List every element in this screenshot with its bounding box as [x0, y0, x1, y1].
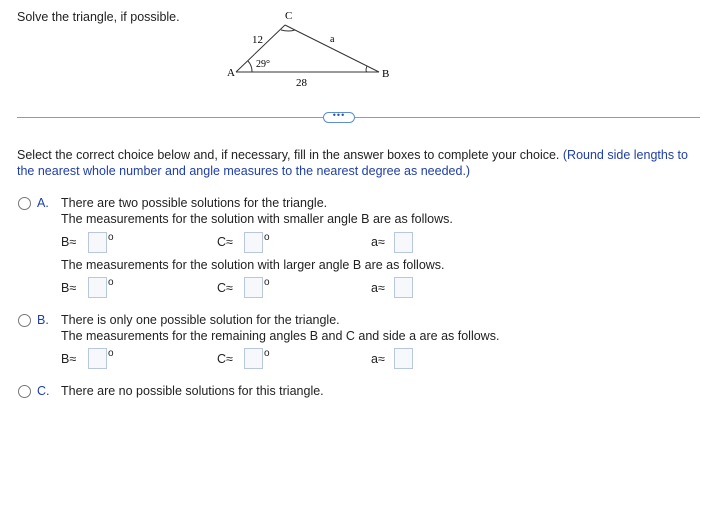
degree-symbol: o — [264, 348, 270, 359]
option-a2-angle-c-input[interactable] — [244, 277, 263, 298]
angle-c-arc — [281, 30, 295, 31]
option-a2-a-label: a≈ — [371, 281, 385, 295]
option-a-letter: A. — [37, 196, 49, 210]
degree-symbol: o — [108, 348, 114, 359]
vertex-b-label: B — [382, 68, 390, 80]
option-b-side-a-input[interactable] — [394, 348, 413, 369]
option-a-text: There are two possible solutions for the triangle. — [61, 196, 328, 210]
instructions-main: Select the correct choice below and, if necessary, fill in the answer boxes to complete your choice. — [17, 148, 560, 162]
option-b-a-label: a≈ — [371, 352, 385, 366]
degree-symbol: o — [264, 232, 270, 243]
option-b-angle-c-input[interactable] — [244, 348, 263, 369]
option-a2-c-label: C≈ — [217, 281, 233, 295]
option-a2-b-label: B≈ — [61, 281, 77, 295]
angle-b-arc — [366, 66, 367, 72]
section-divider — [17, 117, 700, 118]
option-a2-side-a-input[interactable] — [394, 277, 413, 298]
option-c-letter: C. — [37, 384, 50, 398]
option-b-c-label: C≈ — [217, 352, 233, 366]
side-a-label: a — [330, 34, 335, 45]
option-a1-angle-c-input[interactable] — [244, 232, 263, 253]
option-b-letter: B. — [37, 313, 49, 327]
option-a1-angle-b-input[interactable] — [88, 232, 107, 253]
vertex-a-label: A — [227, 67, 235, 79]
degree-symbol: o — [108, 277, 114, 288]
degree-symbol: o — [108, 232, 114, 243]
degree-symbol: o — [264, 277, 270, 288]
option-b-radio[interactable] — [18, 314, 31, 327]
vertex-c-label: C — [285, 10, 293, 22]
option-a2-angle-b-input[interactable] — [88, 277, 107, 298]
angle-a-label: 29° — [256, 59, 270, 70]
more-button[interactable]: ••• — [323, 112, 355, 123]
option-a1-a-label: a≈ — [371, 235, 385, 249]
side-ac-label: 12 — [252, 34, 263, 46]
triangle-diagram — [215, 5, 405, 95]
option-c-text: There are no possible solutions for this triangle. — [61, 384, 324, 398]
instructions — [17, 147, 697, 179]
option-a-sub1: The measurements for the solution with smaller angle B are as follows. — [61, 212, 453, 226]
option-a-radio[interactable] — [18, 197, 31, 210]
option-a1-side-a-input[interactable] — [394, 232, 413, 253]
problem-prompt: Solve the triangle, if possible. — [17, 10, 180, 24]
option-a1-c-label: C≈ — [217, 235, 233, 249]
side-ab-label: 28 — [296, 77, 307, 89]
option-c-radio[interactable] — [18, 385, 31, 398]
option-a1-b-label: B≈ — [61, 235, 77, 249]
option-b-angle-b-input[interactable] — [88, 348, 107, 369]
option-b-sub1: The measurements for the remaining angles B and C and side a are as follows. — [61, 329, 500, 343]
side-cb-line — [285, 25, 379, 72]
instructions-hint: (Round side lengths to the nearest whole number and angle measures to the nearest degree as needed.) — [17, 148, 688, 178]
option-b-b-label: B≈ — [61, 352, 77, 366]
angle-a-arc — [248, 61, 252, 72]
option-a-sub2: The measurements for the solution with larger angle B are as follows. — [61, 258, 445, 272]
option-b-text: There is only one possible solution for the triangle. — [61, 313, 340, 327]
